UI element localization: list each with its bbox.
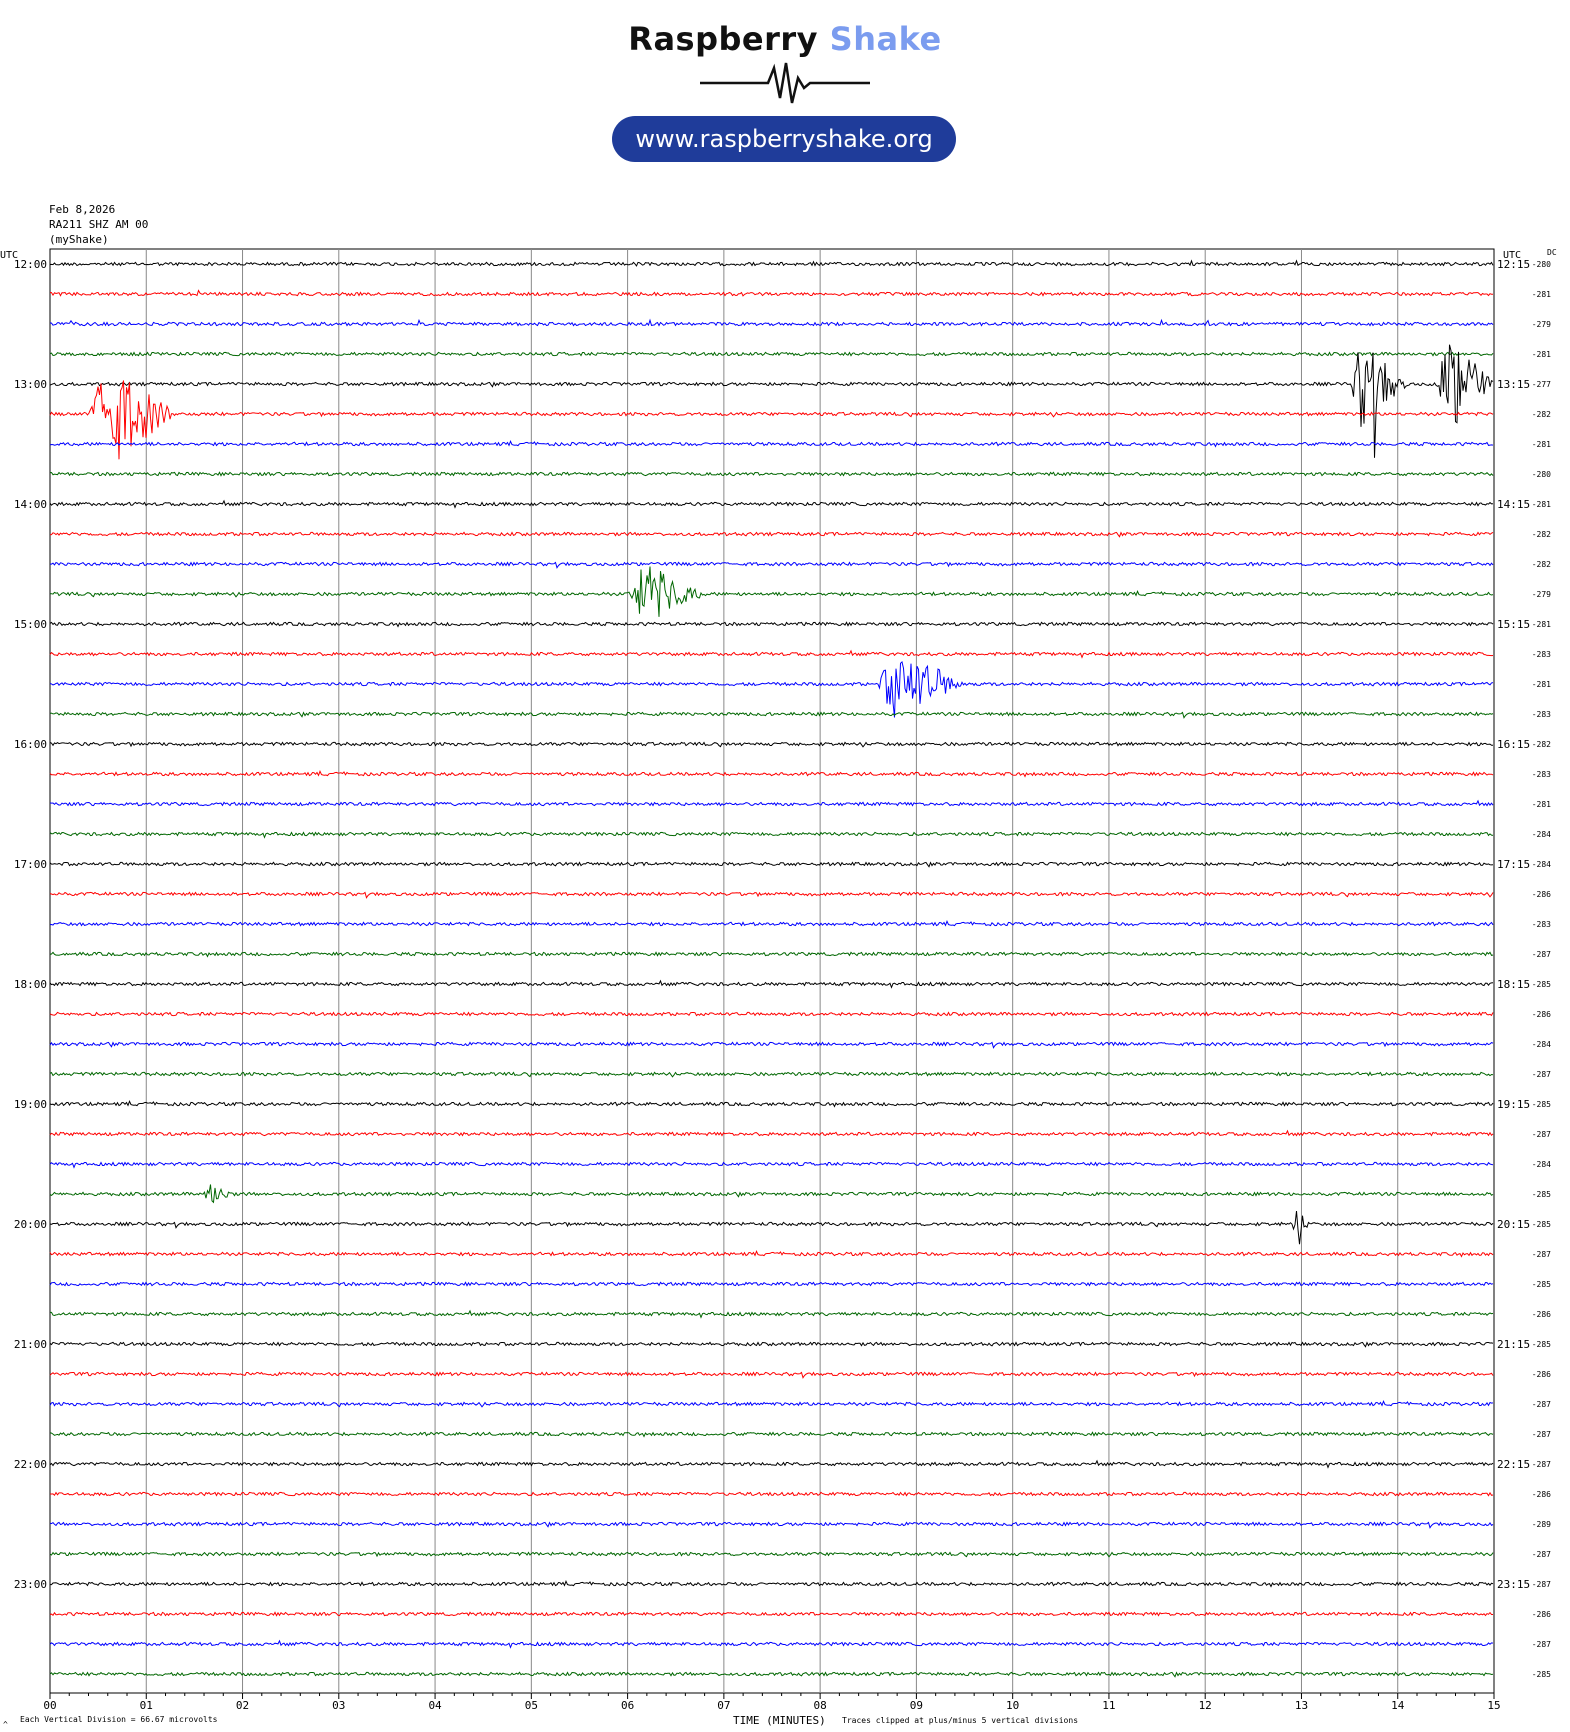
trace-line xyxy=(50,892,1493,897)
dc-offset-label: -284 xyxy=(1531,860,1551,869)
seismic-traces xyxy=(50,261,1493,1677)
x-tick-label: 15 xyxy=(1487,1699,1501,1712)
dc-offset-label: -284 xyxy=(1531,830,1551,839)
trace-line xyxy=(50,712,1493,717)
trace-line xyxy=(50,1162,1493,1167)
trace-line xyxy=(50,1372,1493,1377)
dc-offset-label: -285 xyxy=(1531,1340,1551,1349)
axis-labels xyxy=(0,248,1557,1729)
trace-line xyxy=(50,1401,1493,1407)
trace-line xyxy=(50,320,1493,325)
hour-label-left: 19:00 xyxy=(13,1098,47,1111)
hour-label-left: 13:00 xyxy=(13,378,47,391)
dc-offset-label: -285 xyxy=(1531,1190,1551,1199)
trace-line xyxy=(50,622,1493,626)
x-tick-label: 11 xyxy=(1102,1699,1116,1712)
trace-line xyxy=(50,345,1493,458)
trace-line xyxy=(50,1131,1493,1136)
dc-offset-label: -287 xyxy=(1531,1400,1551,1409)
dc-offset-label: -287 xyxy=(1531,1430,1551,1439)
trace-line xyxy=(50,921,1493,925)
x-tick-label: 09 xyxy=(909,1699,924,1712)
hour-label-right: 18:15 xyxy=(1497,978,1531,991)
website-link[interactable]: www.raspberryshake.org xyxy=(612,116,956,162)
hour-label-right: 17:15 xyxy=(1497,858,1531,871)
plot-date: Feb 8,2026 xyxy=(49,203,116,216)
hour-label-left: 23:00 xyxy=(13,1578,47,1591)
dc-offset-label: -287 xyxy=(1531,1070,1551,1079)
network-note: (myShake) xyxy=(49,233,109,246)
dc-offset-label: -287 xyxy=(1531,1460,1551,1469)
dc-offset-label: -281 xyxy=(1531,350,1551,359)
trace-line xyxy=(50,472,1493,475)
trace-line xyxy=(50,1211,1493,1244)
vertical-division-note: Each Vertical Division = 66.67 microvolts xyxy=(20,1715,218,1724)
dc-offset-label: -287 xyxy=(1531,1130,1551,1139)
dc-offset-label: -281 xyxy=(1531,620,1551,629)
hour-label-left: 12:00 xyxy=(13,258,47,271)
trace-line xyxy=(50,952,1493,956)
trace-line xyxy=(50,801,1493,806)
dc-offset-label: -286 xyxy=(1531,1010,1551,1019)
dc-offset-label: -284 xyxy=(1531,1040,1551,1049)
dc-offset-label: -283 xyxy=(1531,920,1551,929)
corner-mark: ^ xyxy=(3,1720,8,1729)
hour-label-left: 21:00 xyxy=(13,1338,47,1351)
trace-line xyxy=(50,1185,1493,1203)
hour-label-right: 12:15 xyxy=(1497,258,1531,271)
hour-label-right: 20:15 xyxy=(1497,1218,1531,1231)
trace-line xyxy=(50,1522,1493,1527)
clipping-note: Traces clipped at plus/minus 5 vertical divisions xyxy=(842,1716,1079,1725)
dc-offset-label: -281 xyxy=(1531,440,1551,449)
dc-offset-label: -281 xyxy=(1531,800,1551,809)
dc-offset-label: -282 xyxy=(1531,530,1551,539)
hour-label-right: 16:15 xyxy=(1497,738,1531,751)
dc-offset-label: -281 xyxy=(1531,290,1551,299)
trace-line xyxy=(50,1101,1493,1106)
trace-line xyxy=(50,981,1493,988)
trace-line xyxy=(50,1672,1493,1676)
dc-offset-label: -287 xyxy=(1531,950,1551,959)
dc-offset-label: -286 xyxy=(1531,1310,1551,1319)
dc-label: DC xyxy=(1547,248,1557,257)
trace-line xyxy=(50,1492,1493,1495)
trace-line xyxy=(50,1012,1493,1015)
trace-line xyxy=(50,771,1493,776)
logo-brand-word1: Raspberry xyxy=(628,20,819,58)
trace-line xyxy=(50,1342,1493,1346)
station-id: RA211 SHZ AM 00 xyxy=(49,218,149,231)
trace-line xyxy=(50,381,1493,460)
trace-line xyxy=(50,1612,1493,1615)
x-tick-label: 08 xyxy=(813,1699,827,1712)
dc-offset-label: -286 xyxy=(1531,1610,1551,1619)
trace-line xyxy=(50,1552,1493,1556)
hour-label-left: 18:00 xyxy=(13,978,47,991)
dc-offset-label: -287 xyxy=(1531,1640,1551,1649)
trace-line xyxy=(50,742,1493,746)
x-tick-label: 14 xyxy=(1391,1699,1405,1712)
hour-label-left: 17:00 xyxy=(13,858,47,871)
hour-label-right: 13:15 xyxy=(1497,378,1531,391)
dc-offset-label: -285 xyxy=(1531,1670,1551,1679)
trace-line xyxy=(50,832,1493,837)
dc-offset-label: -280 xyxy=(1531,470,1551,479)
dc-offset-label: -282 xyxy=(1531,560,1551,569)
hour-label-right: 19:15 xyxy=(1497,1098,1531,1111)
trace-line xyxy=(50,441,1493,446)
hour-label-left: 22:00 xyxy=(13,1458,47,1471)
dc-offset-label: -283 xyxy=(1531,770,1551,779)
trace-line xyxy=(50,562,1493,567)
trace-line xyxy=(50,352,1493,355)
dc-offset-label: -284 xyxy=(1531,1160,1551,1169)
hour-label-right: 15:15 xyxy=(1497,618,1531,631)
plot-frame xyxy=(50,249,1494,1693)
trace-line xyxy=(50,1282,1493,1285)
trace-line xyxy=(50,1581,1493,1586)
x-tick-label: 03 xyxy=(332,1699,346,1712)
dc-offset-label: -282 xyxy=(1531,740,1551,749)
x-tick-label: 00 xyxy=(43,1699,57,1712)
x-tick-label: 04 xyxy=(428,1699,442,1712)
x-tick-label: 06 xyxy=(620,1699,635,1712)
dc-offset-label: -287 xyxy=(1531,1250,1551,1259)
x-tick-label: 07 xyxy=(717,1699,731,1712)
dc-offset-label: -285 xyxy=(1531,1100,1551,1109)
dc-offset-label: -279 xyxy=(1531,590,1551,599)
x-tick-label: 02 xyxy=(235,1699,250,1712)
dc-offset-label: -282 xyxy=(1531,410,1551,419)
x-tick-label: 13 xyxy=(1294,1699,1309,1712)
dc-offset-label: -283 xyxy=(1531,650,1551,659)
hour-label-left: 15:00 xyxy=(13,618,47,631)
dc-offset-label: -281 xyxy=(1531,500,1551,509)
trace-line xyxy=(50,1311,1493,1318)
trace-line xyxy=(50,261,1493,266)
dc-offset-label: -286 xyxy=(1531,890,1551,899)
dc-offset-label: -283 xyxy=(1531,710,1551,719)
trace-line xyxy=(50,501,1493,508)
dc-offset-label: -280 xyxy=(1531,260,1551,269)
dc-offset-label: -287 xyxy=(1531,1550,1551,1559)
trace-line xyxy=(50,291,1493,296)
trace-line xyxy=(50,1251,1493,1256)
trace-line xyxy=(50,662,1493,718)
hour-label-right: 23:15 xyxy=(1497,1578,1531,1591)
trace-line xyxy=(50,1432,1493,1436)
trace-line xyxy=(50,1641,1493,1648)
hour-label-right: 21:15 xyxy=(1497,1338,1531,1351)
hour-label-left: 14:00 xyxy=(13,498,47,511)
dc-offset-label: -285 xyxy=(1531,980,1551,989)
dc-offset-label: -285 xyxy=(1531,1220,1551,1229)
trace-line xyxy=(50,567,1493,617)
hour-label-left: 16:00 xyxy=(13,738,47,751)
dc-offset-label: -277 xyxy=(1531,380,1551,389)
dc-offset-label: -279 xyxy=(1531,320,1551,329)
x-tick-label: 01 xyxy=(139,1699,153,1712)
utc-label-left: UTC xyxy=(0,250,19,261)
hour-label-left: 20:00 xyxy=(13,1218,47,1231)
x-tick-label: 10 xyxy=(1006,1699,1020,1712)
trace-line xyxy=(50,532,1493,536)
dc-offset-label: -286 xyxy=(1531,1490,1551,1499)
x-axis-title: TIME (MINUTES) xyxy=(733,1714,826,1727)
plot-grid xyxy=(50,249,1494,1699)
dc-offset-label: -287 xyxy=(1531,1580,1551,1589)
trace-line xyxy=(50,1461,1493,1468)
utc-label-right: UTC xyxy=(1503,250,1522,261)
logo-brand-word2: Shake xyxy=(829,20,942,58)
hour-label-right: 14:15 xyxy=(1497,498,1531,511)
trace-line xyxy=(50,651,1493,658)
dc-offset-label: -281 xyxy=(1531,680,1551,689)
dc-offset-label: -289 xyxy=(1531,1520,1551,1529)
hour-label-right: 22:15 xyxy=(1497,1458,1531,1471)
trace-line xyxy=(50,862,1493,866)
trace-line xyxy=(50,1072,1493,1077)
x-tick-label: 05 xyxy=(524,1699,538,1712)
dc-offset-label: -285 xyxy=(1531,1280,1551,1289)
dc-offset-label: -286 xyxy=(1531,1370,1551,1379)
trace-line xyxy=(50,1042,1493,1047)
x-tick-label: 12 xyxy=(1198,1699,1212,1712)
